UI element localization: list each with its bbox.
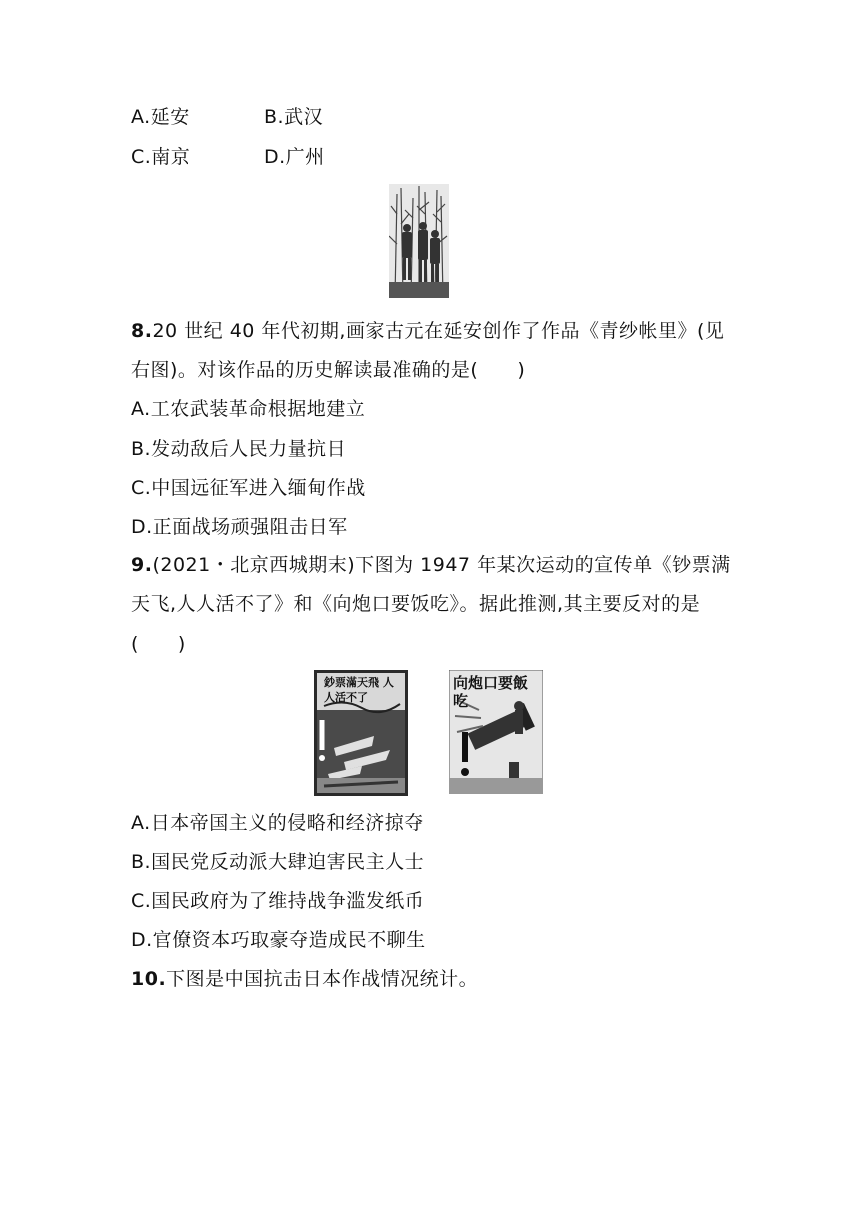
q7-option-b: B.武汉 [264,106,324,128]
q8-number: 8. [131,320,153,342]
q7-option-d: D.广州 [264,146,325,168]
q10-stem-text: 下图是中国抗击日本作战情况统计。 [166,968,479,990]
q10-stem-line1 [131,966,478,992]
poster-banknotes [314,670,408,796]
q10-number: 10. [131,968,167,990]
poster-cannon [449,670,543,794]
q8-option-a: A.工农武装革命根据地建立 [131,398,366,420]
q8-option-b: B.发动敌后人民力量抗日 [131,438,347,460]
q9-option-d: D.官僚资本巧取豪夺造成民不聊生 [131,929,426,951]
q8-stem-line2: 右图)。对该作品的历史解读最准确的是( ) [131,359,526,381]
q9-number: 9. [131,554,153,576]
q9-stem-text: (2021・北京西城期末)下图为 1947 年某次运动的宣传单《钞票满 [152,554,731,576]
q8-option-c: C.中国远征军进入缅甸作战 [131,477,366,499]
q9-stem-line2: 天飞,人人活不了》和《向炮口要饭吃》。据此推测,其主要反对的是 [131,593,701,615]
q8-stem-line1 [131,318,724,344]
q9-option-c: C.国民政府为了维持战争滥发纸币 [131,890,425,912]
poster-cannon-caption: 向炮口要飯吃 [453,674,529,710]
q7-option-a: A.延安 [131,106,190,128]
q9-option-b: B.国民党反动派大肆迫害民主人士 [131,851,425,873]
q9-stem-line3: ( ) [131,633,186,655]
q7-option-c: C.南京 [131,146,191,168]
woodcut-illustration [389,184,449,298]
poster-banknotes-caption: 鈔票滿天飛 人人活不了 [324,676,394,704]
q9-stem-line1 [131,552,731,578]
q8-option-d: D.正面战场顽强阻击日军 [131,516,348,538]
q8-stem-text: 20 世纪 40 年代初期,画家古元在延安创作了作品《青纱帐里》(见 [152,320,725,342]
q9-option-a: A.日本帝国主义的侵略和经济掠夺 [131,812,424,834]
